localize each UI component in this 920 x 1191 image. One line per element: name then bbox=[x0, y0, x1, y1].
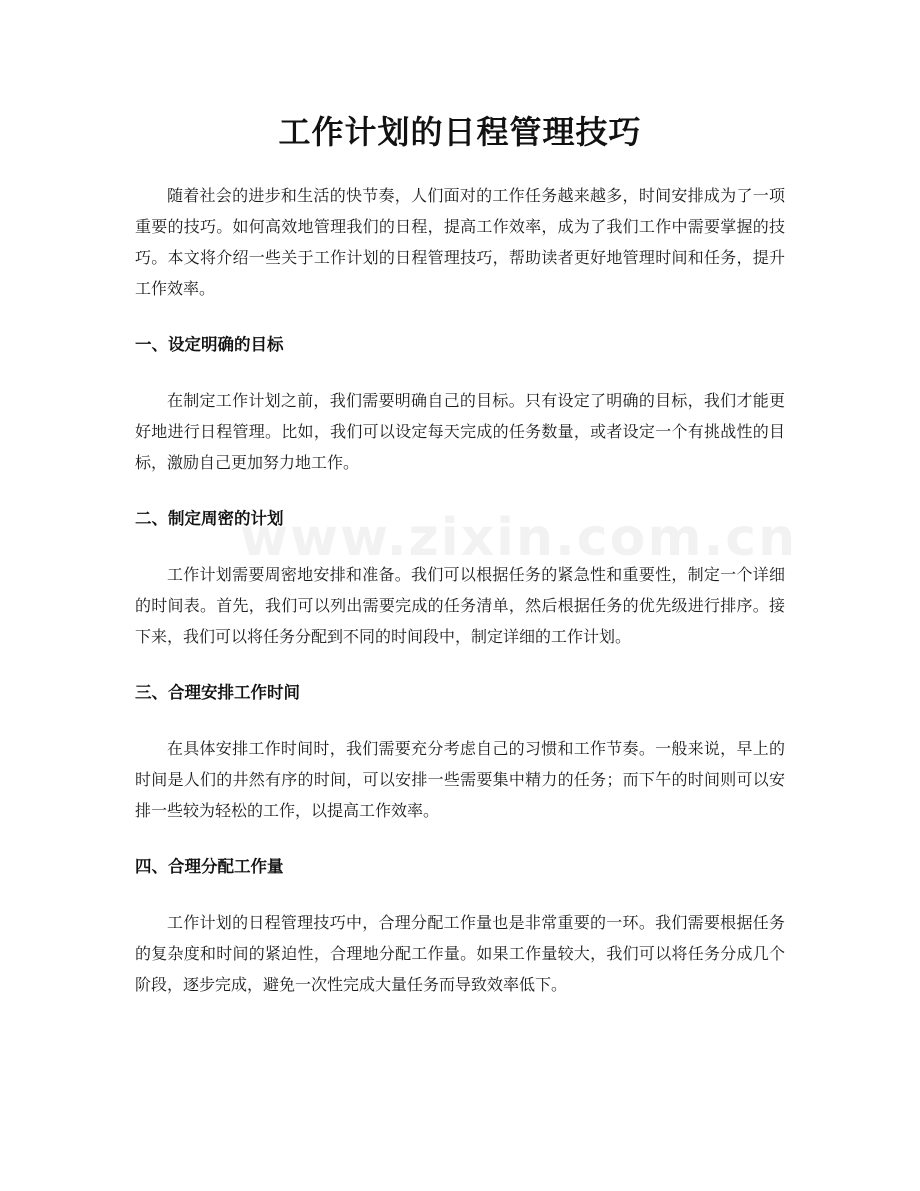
section-body-goals: 在制定工作计划之前，我们需要明确自己的目标。只有设定了明确的目标，我们才能更好地进行日程管理。比如，我们可以设定每天完成的任务数量，或者设定一个有挑战性的目标，激励自己更加努力地工作。 bbox=[135, 391, 785, 472]
watermark: www.zixin.com.cn bbox=[240, 508, 798, 568]
section-heading-time: 三、合理安排工作时间 bbox=[135, 683, 300, 702]
document-title: 工作计划的日程管理技巧 bbox=[278, 113, 642, 151]
section-body-workload: 工作计划的日程管理技巧中，合理分配工作量也是非常重要的一环。我们需要根据任务的复杂度和时间的紧迫性，合理地分配工作量。如果工作量较大，我们可以将任务分成几个阶段，逐步完成，避免一次性完成大量任务而导致效率低下。 bbox=[135, 913, 785, 994]
section-body-time: 在具体安排工作时间时，我们需要充分考虑自己的习惯和工作节奏。一般来说，早上的时间是人们的井然有序的时间，可以安排一些需要集中精力的任务；而下午的时间则可以安排一些较为轻松的工作，以提高工作效率。 bbox=[135, 739, 785, 820]
section-heading-plan: 二、制定周密的计划 bbox=[135, 509, 284, 528]
section-body-plan: 工作计划需要周密地安排和准备。我们可以根据任务的紧急性和重要性，制定一个详细的时间表。首先，我们可以列出需要完成的任务清单，然后根据任务的优先级进行排序。接下来，我们可以将任务分配到不同的时间段中，制定详细的工作计划。 bbox=[135, 565, 785, 646]
section-heading-goals: 一、设定明确的目标 bbox=[135, 335, 284, 354]
document-body bbox=[135, 180, 798, 1000]
section-heading-workload: 四、合理分配工作量 bbox=[135, 857, 284, 876]
intro-paragraph: 随着社会的进步和生活的快节奏，人们面对的工作任务越来越多，时间安排成为了一项重要的技巧。如何高效地管理我们的日程，提高工作效率，成为了我们工作中需要掌握的技巧。本文将介绍一些关于工作计划的日程管理技巧，帮助读者更好地管理时间和任务，提升工作效率。 bbox=[135, 186, 785, 298]
